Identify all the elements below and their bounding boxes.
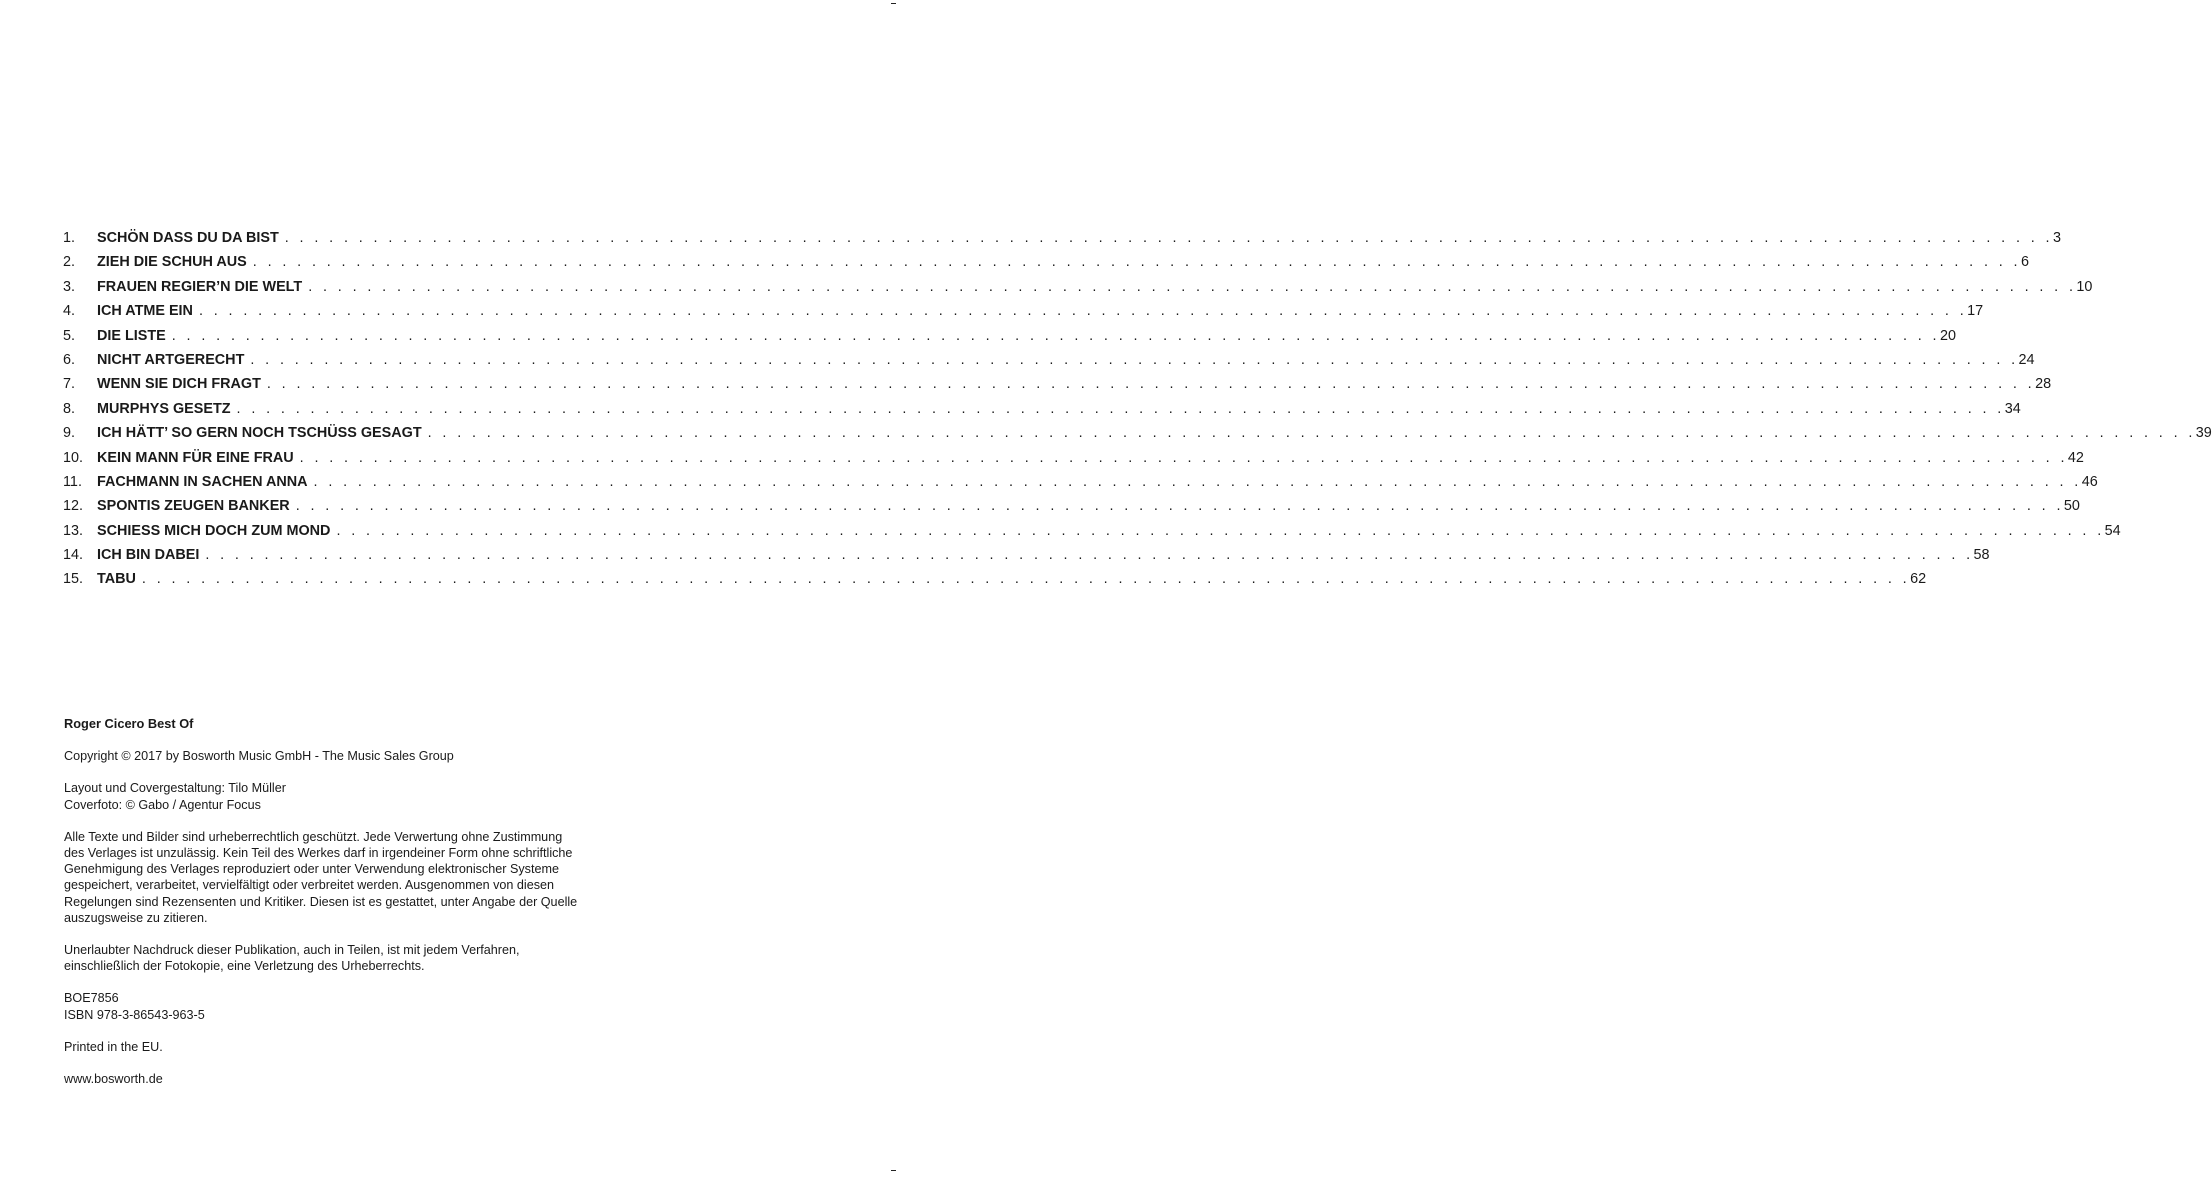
toc-title: ICH BIN DABEI	[97, 547, 200, 564]
rights-line: auszugsweise zu zitieren.	[64, 910, 208, 925]
printed-notice: Printed in the EU.	[64, 1039, 163, 1054]
toc-page-number: 46	[2081, 473, 2098, 490]
toc-dot-leader: . . . . . . . . . . . . . . . . . . . . . . . . . . . . . . . . . . . . . . . . . . . . . . . . . . . . . . . . . . . . . . . . . . . . . . . . . . . . . . . . . . . . . . . . . . . . . . . . . . . . . . . . . . . . . . . . . . . . . . . .	[171, 327, 1940, 344]
toc-row	[63, 375, 2052, 399]
toc-dot-leader: . . . . . . . . . . . . . . . . . . . . . . . . . . . . . . . . . . . . . . . . . . . . . . . . . . . . . . . . . . . . . . . . . . . . . . . . . . . . . . . . . . . . . . . . . . . . . . . . . . . . . . . . . . . . . . . . . . . . . . . .	[299, 449, 2068, 466]
identifiers	[64, 990, 664, 1022]
reprint-line: einschließlich der Fotokopie, eine Verletzung des Urheberrechts.	[64, 959, 425, 974]
toc-number: 14.	[63, 547, 84, 564]
toc-page-number: 6	[2020, 254, 2029, 271]
crop-mark-top	[891, 3, 896, 4]
toc-dot-leader: . . . . . . . . . . . . . . . . . . . . . . . . . . . . . . . . . . . . . . . . . . . . . . . . . . . . . . . . . . . . . . . . . . . . . . . . . . . . . . . . . . . . . . . . . . . . . . . . . . . . . . . . . . . . . . . . . . . . . . . .	[266, 376, 2036, 393]
toc-dot-leader: . . . . . . . . . . . . . . . . . . . . . . . . . . . . . . . . . . . . . . . . . . . . . . . . . . . . . . . . . . . . . . . . . . . . . . . . . . . . . . . . . . . . . . . . . . . . . . . . . . . . . . . . . . . . . . . . . . . . . . . .	[252, 254, 2021, 271]
toc-dot-leader: . . . . . . . . . . . . . . . . . . . . . . . . . . . . . . . . . . . . . . . . . . . . . . . . . . . . . . . . . . . . . . . . . . . . . . . . . . . . . . . . . . . . . . . . . . . . . . . . . . . . . . . . . . . . . . . . . . . . . . . .	[336, 522, 2105, 539]
toc-page-number: 54	[2104, 522, 2121, 539]
toc-page-number: 20	[1939, 327, 1956, 344]
toc-number: 11.	[63, 473, 82, 490]
toc-title: SCHIESS MICH DOCH ZUM MOND	[97, 522, 331, 539]
book-title: Roger Cicero Best Of	[64, 716, 194, 731]
toc-row	[63, 229, 2061, 253]
toc-title: SCHÖN DASS DU DA BIST	[97, 230, 279, 246]
rights-line: Regelungen sind Rezensenten und Kritiker. Diesen ist es gestattet, unter Angabe der Quelle	[64, 894, 578, 909]
toc-number: 7.	[63, 376, 76, 393]
toc-number: 12.	[63, 498, 84, 515]
toc-dot-leader: . . . . . . . . . . . . . . . . . . . . . . . . . . . . . . . . . . . . . . . . . . . . . . . . . . . . . . . . . . . . . . . . . . . . . . . . . . . . . . . . . . . . . . . . . . . . . . . . . . . . . . . . . . . . . . . . . . . . . . . .	[141, 571, 1911, 588]
toc-title: FACHMANN IN SACHEN ANNA	[97, 473, 308, 490]
reprint-notice	[64, 942, 664, 974]
toc-dot-leader: . . . . . . . . . . . . . . . . . . . . . . . . . . . . . . . . . . . . . . . . . . . . . . . . . . . . . . . . . . . . . . . . . . . . . . . . . . . . . . . . . . . . . . . . . . . . . . . . . . . . . . . . . . . . . . . . . . . . . . . .	[313, 473, 2082, 490]
rights-line: des Verlages ist unzulässig. Kein Teil des Werkes darf in irgendeiner Form ohne schriftliche	[64, 846, 573, 861]
toc-row	[63, 497, 2080, 521]
layout-credit: Layout und Covergestaltung: Tilo Müller	[64, 781, 286, 796]
cover-photo-credit: Coverfoto: © Gabo / Agentur Focus	[64, 797, 261, 812]
website-link[interactable]: www.bosworth.de	[64, 1072, 163, 1087]
toc-title: WENN SIE DICH FRAGT	[97, 376, 261, 393]
toc-number: 5.	[63, 327, 76, 344]
toc-row	[63, 522, 2121, 546]
toc-title: NICHT ARTGERECHT	[97, 351, 245, 368]
toc-row	[63, 400, 2021, 424]
toc-page-number: 24	[2018, 351, 2035, 368]
toc-row	[63, 327, 1956, 351]
toc-row	[63, 570, 1927, 594]
toc-row	[63, 351, 2035, 375]
isbn: ISBN 978-3-86543-963-5	[64, 1007, 205, 1022]
toc-row	[63, 302, 1984, 326]
toc-dot-leader: . . . . . . . . . . . . . . . . . . . . . . . . . . . . . . . . . . . . . . . . . . . . . . . . . . . . . . . . . . . . . . . . . . . . . . . . . . . . . . . . . . . . . . . . . . . . . . . . . . . . . . . . . . . . . . . . . . . . . . . .	[236, 400, 2005, 417]
toc-number: 8.	[63, 400, 76, 417]
toc-page-number: 10	[2076, 278, 2093, 295]
copyright-notice: Copyright © 2017 by Bosworth Music GmbH - The Music Sales Group	[64, 749, 454, 764]
rights-line: Genehmigung des Verlages reproduziert oder unter Verwendung elektronischer Systeme	[64, 862, 559, 877]
toc-page-number: 34	[2004, 400, 2021, 417]
toc-number: 2.	[63, 254, 76, 271]
toc-dot-leader: . . . . . . . . . . . . . . . . . . . . . . . . . . . . . . . . . . . . . . . . . . . . . . . . . . . . . . . . . . . . . . . . . . . . . . . . . . . . . . . . . . . . . . . . . . . . . . . . . . . . . . . . . . . . . . . . . . . . . . . .	[427, 425, 2196, 442]
order-number: BOE7856	[64, 991, 119, 1006]
toc-title: ICH ATME EIN	[97, 303, 193, 320]
toc-title: FRAUEN REGIER’N DIE WELT	[97, 278, 303, 295]
toc-title: ZIEH DIE SCHUH AUS	[97, 254, 247, 271]
table-of-contents	[63, 229, 2212, 595]
toc-number: 13.	[63, 522, 84, 539]
toc-number: 6.	[63, 351, 76, 368]
imprint	[64, 716, 664, 1103]
toc-page-number: 17	[1967, 303, 1984, 320]
toc-title: ICH HÄTT’ SO GERN NOCH TSCHÜSS GESAGT	[97, 425, 422, 442]
toc-title: KEIN MANN FÜR EINE FRAU	[97, 449, 294, 466]
toc-number: 15.	[63, 571, 84, 588]
toc-row	[63, 424, 2212, 448]
toc-row	[63, 473, 2098, 497]
toc-page-number: 50	[2063, 498, 2080, 515]
toc-title: MURPHYS GESETZ	[97, 400, 231, 417]
toc-page-number: 28	[2035, 376, 2052, 393]
reprint-line: Unerlaubter Nachdruck dieser Publikation, auch in Teilen, ist mit jedem Verfahren,	[64, 943, 520, 958]
credits	[64, 780, 664, 812]
toc-dot-leader: . . . . . . . . . . . . . . . . . . . . . . . . . . . . . . . . . . . . . . . . . . . . . . . . . . . . . . . . . . . . . . . . . . . . . . . . . . . . . . . . . . . . . . . . . . . . . . . . . . . . . . . . . . . . . . . . . . . . . . . .	[284, 230, 2053, 246]
toc-title: SPONTIS ZEUGEN BANKER	[97, 498, 290, 515]
toc-number: 9.	[63, 425, 76, 442]
toc-page-number: 62	[1910, 571, 1927, 588]
toc-number: 10.	[63, 449, 84, 466]
toc-dot-leader: . . . . . . . . . . . . . . . . . . . . . . . . . . . . . . . . . . . . . . . . . . . . . . . . . . . . . . . . . . . . . . . . . . . . . . . . . . . . . . . . . . . . . . . . . . . . . . . . . . . . . . . . . . . . . . . . . . . . . . . .	[205, 547, 1974, 564]
toc-dot-leader: . . . . . . . . . . . . . . . . . . . . . . . . . . . . . . . . . . . . . . . . . . . . . . . . . . . . . . . . . . . . . . . . . . . . . . . . . . . . . . . . . . . . . . . . . . . . . . . . . . . . . . . . . . . . . . . . . . . . . . . .	[198, 303, 1968, 320]
toc-number: 4.	[63, 303, 76, 320]
toc-title: DIE LISTE	[97, 327, 166, 344]
toc-page-number: 58	[1973, 547, 1990, 564]
toc-dot-leader: . . . . . . . . . . . . . . . . . . . . . . . . . . . . . . . . . . . . . . . . . . . . . . . . . . . . . . . . . . . . . . . . . . . . . . . . . . . . . . . . . . . . . . . . . . . . . . . . . . . . . . . . . . . . . . . . . . . . . . . .	[308, 278, 2077, 295]
toc-number: 3.	[63, 278, 76, 295]
toc-row	[63, 253, 2029, 277]
toc-title: TABU	[97, 571, 136, 588]
toc-dot-leader: . . . . . . . . . . . . . . . . . . . . . . . . . . . . . . . . . . . . . . . . . . . . . . . . . . . . . . . . . . . . . . . . . . . . . . . . . . . . . . . . . . . . . . . . . . . . . . . . . . . . . . . . . . . . . . . . . . . . . . . .	[250, 351, 2019, 368]
toc-page-number: 39	[2195, 425, 2212, 442]
rights-notice	[64, 829, 664, 926]
rights-line: Alle Texte und Bilder sind urheberrechtlich geschützt. Jede Verwertung ohne Zustimmung	[64, 829, 563, 844]
toc-dot-leader: . . . . . . . . . . . . . . . . . . . . . . . . . . . . . . . . . . . . . . . . . . . . . . . . . . . . . . . . . . . . . . . . . . . . . . . . . . . . . . . . . . . . . . . . . . . . . . . . . . . . . . . . . . . . . . . . . . . . . . . .	[295, 498, 2064, 515]
toc-page-number: 3	[2052, 230, 2061, 246]
toc-page-number: 42	[2067, 449, 2084, 466]
toc-row	[63, 546, 1990, 570]
crop-mark-bottom	[891, 1170, 896, 1171]
rights-line: gespeichert, verarbeitet, vervielfältigt oder verbreitet werden. Ausgenommen von diesen	[64, 878, 555, 893]
toc-row	[63, 449, 2084, 473]
toc-row	[63, 278, 2093, 302]
toc-number: 1.	[63, 230, 76, 246]
